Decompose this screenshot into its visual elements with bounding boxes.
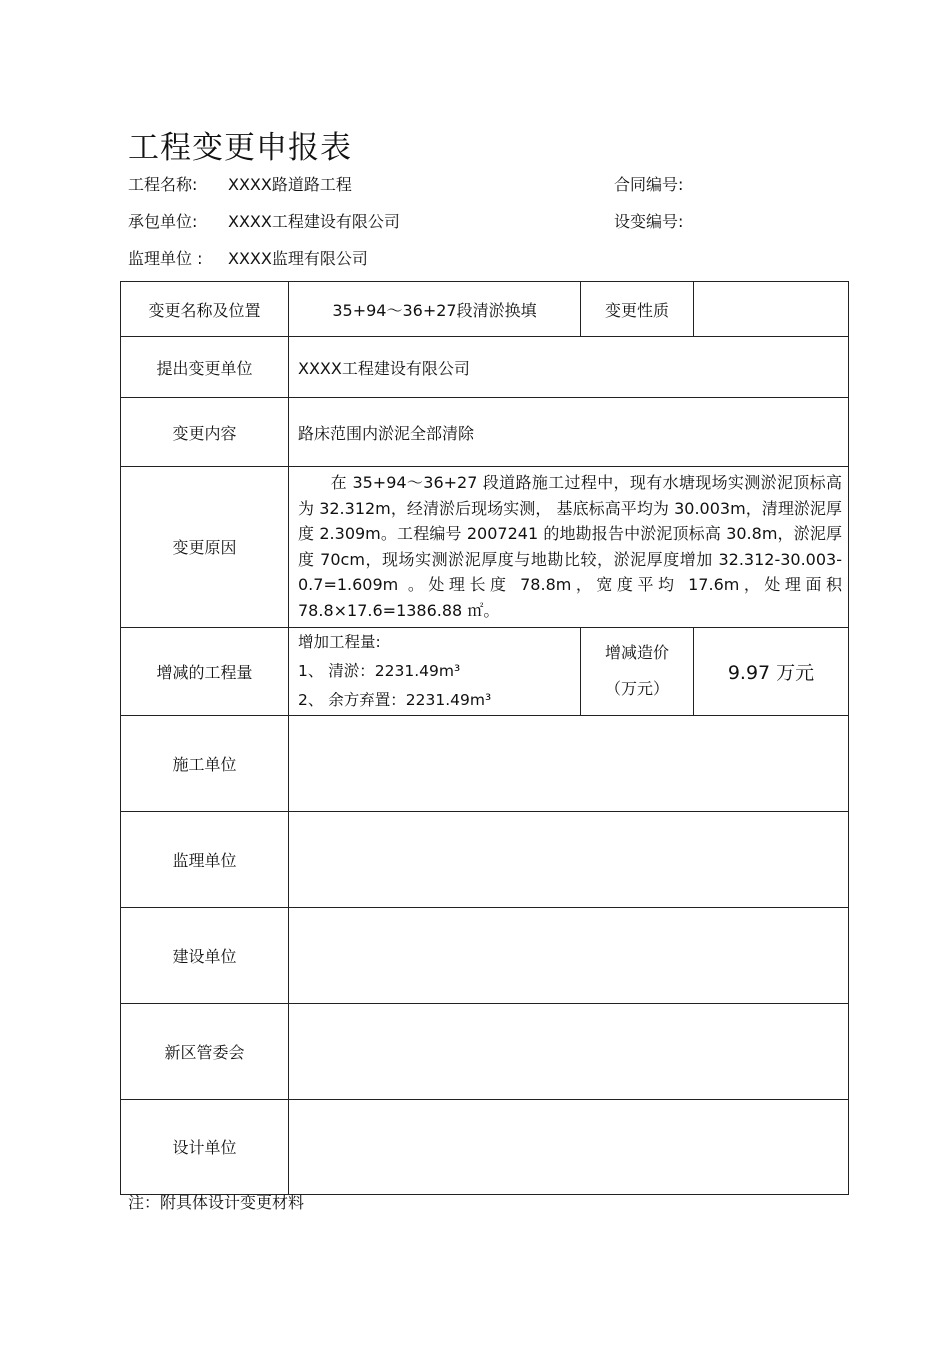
change-no-label: 设变编号: (614, 212, 684, 231)
table-row (121, 1099, 849, 1194)
quantity-item-1: 1、 清淤：2231.49m³ (298, 661, 461, 680)
contractor-row (128, 212, 400, 232)
supervisor-value: XXXX监理有限公司 (228, 249, 368, 268)
content-value: 路床范围内淤泥全部清除 (289, 398, 849, 467)
table-row (121, 907, 849, 1003)
price-label-line1: 增减造价 (604, 643, 669, 663)
table-row (121, 282, 849, 337)
quantity-title: 增加工程量: (298, 632, 381, 651)
contract-no-row (614, 175, 683, 195)
quantity-item-2: 2、 余方弃置：2231.49m³ (298, 690, 492, 709)
project-name-row (128, 175, 352, 195)
sign-label-owner: 建设单位 (121, 907, 289, 1003)
change-name-label: 变更名称及位置 (121, 282, 289, 337)
price-label-line2: （万元） (604, 679, 669, 699)
table-row (121, 1003, 849, 1099)
price-label (581, 627, 694, 715)
contract-no-label: 合同编号: (614, 175, 684, 194)
change-nature-value (694, 282, 849, 337)
sign-label-supervisor: 监理单位 (121, 811, 289, 907)
page-title: 工程变更申报表 (128, 130, 352, 166)
project-name-label: 工程名称: (128, 175, 198, 194)
sign-value-supervisor (289, 811, 849, 907)
proposer-label: 提出变更单位 (121, 337, 289, 398)
content-label: 变更内容 (121, 398, 289, 467)
reason-value: 在 35+94～36+27 段道路施工过程中，现有水塘现场实测淤泥顶标高为 32.312m，经清淤后现场实测， 基底标高平均为 30.003m，清理淤泥厚度 2.309m。工程编号 2007241 的地勘报告中淤泥顶标高 30.8m，淤泥厚度 70cm，现场实测淤泥厚度与地勘比较，淤泥厚度增加 32.312-30.003-0.7=1.609m 。处理长度 78.8m，宽度平均 17.6m，处理面积 78.8×17.6=1386.88 ㎡。 (289, 467, 849, 628)
change-nature-label: 变更性质 (581, 282, 694, 337)
footnote: 注：附具体设计变更材料 (128, 1193, 305, 1212)
quantity-label: 增减的工程量 (121, 627, 289, 715)
table-row (121, 811, 849, 907)
sign-value-construction (289, 715, 849, 811)
sign-value-design (289, 1099, 849, 1194)
quantity-value (289, 627, 581, 715)
reason-label: 变更原因 (121, 467, 289, 628)
change-form-table (120, 281, 849, 1195)
change-name-value: 35+94～36+27段清淤换填 (289, 282, 581, 337)
sign-label-construction: 施工单位 (121, 715, 289, 811)
table-row (121, 715, 849, 811)
change-no-row (614, 212, 683, 232)
contractor-value: XXXX工程建设有限公司 (228, 212, 400, 231)
table-row (121, 337, 849, 398)
sign-label-design: 设计单位 (121, 1099, 289, 1194)
proposer-value: XXXX工程建设有限公司 (289, 337, 849, 398)
contractor-label: 承包单位: (128, 212, 198, 231)
sign-value-owner (289, 907, 849, 1003)
supervisor-row (128, 249, 368, 269)
project-name-value: XXXX路道路工程 (228, 175, 352, 194)
table-row (121, 627, 849, 715)
sign-label-committee: 新区管委会 (121, 1003, 289, 1099)
supervisor-label: 监理单位 : (128, 249, 203, 268)
sign-value-committee (289, 1003, 849, 1099)
price-value: 9.97 万元 (694, 627, 849, 715)
table-row (121, 398, 849, 467)
table-row (121, 467, 849, 628)
